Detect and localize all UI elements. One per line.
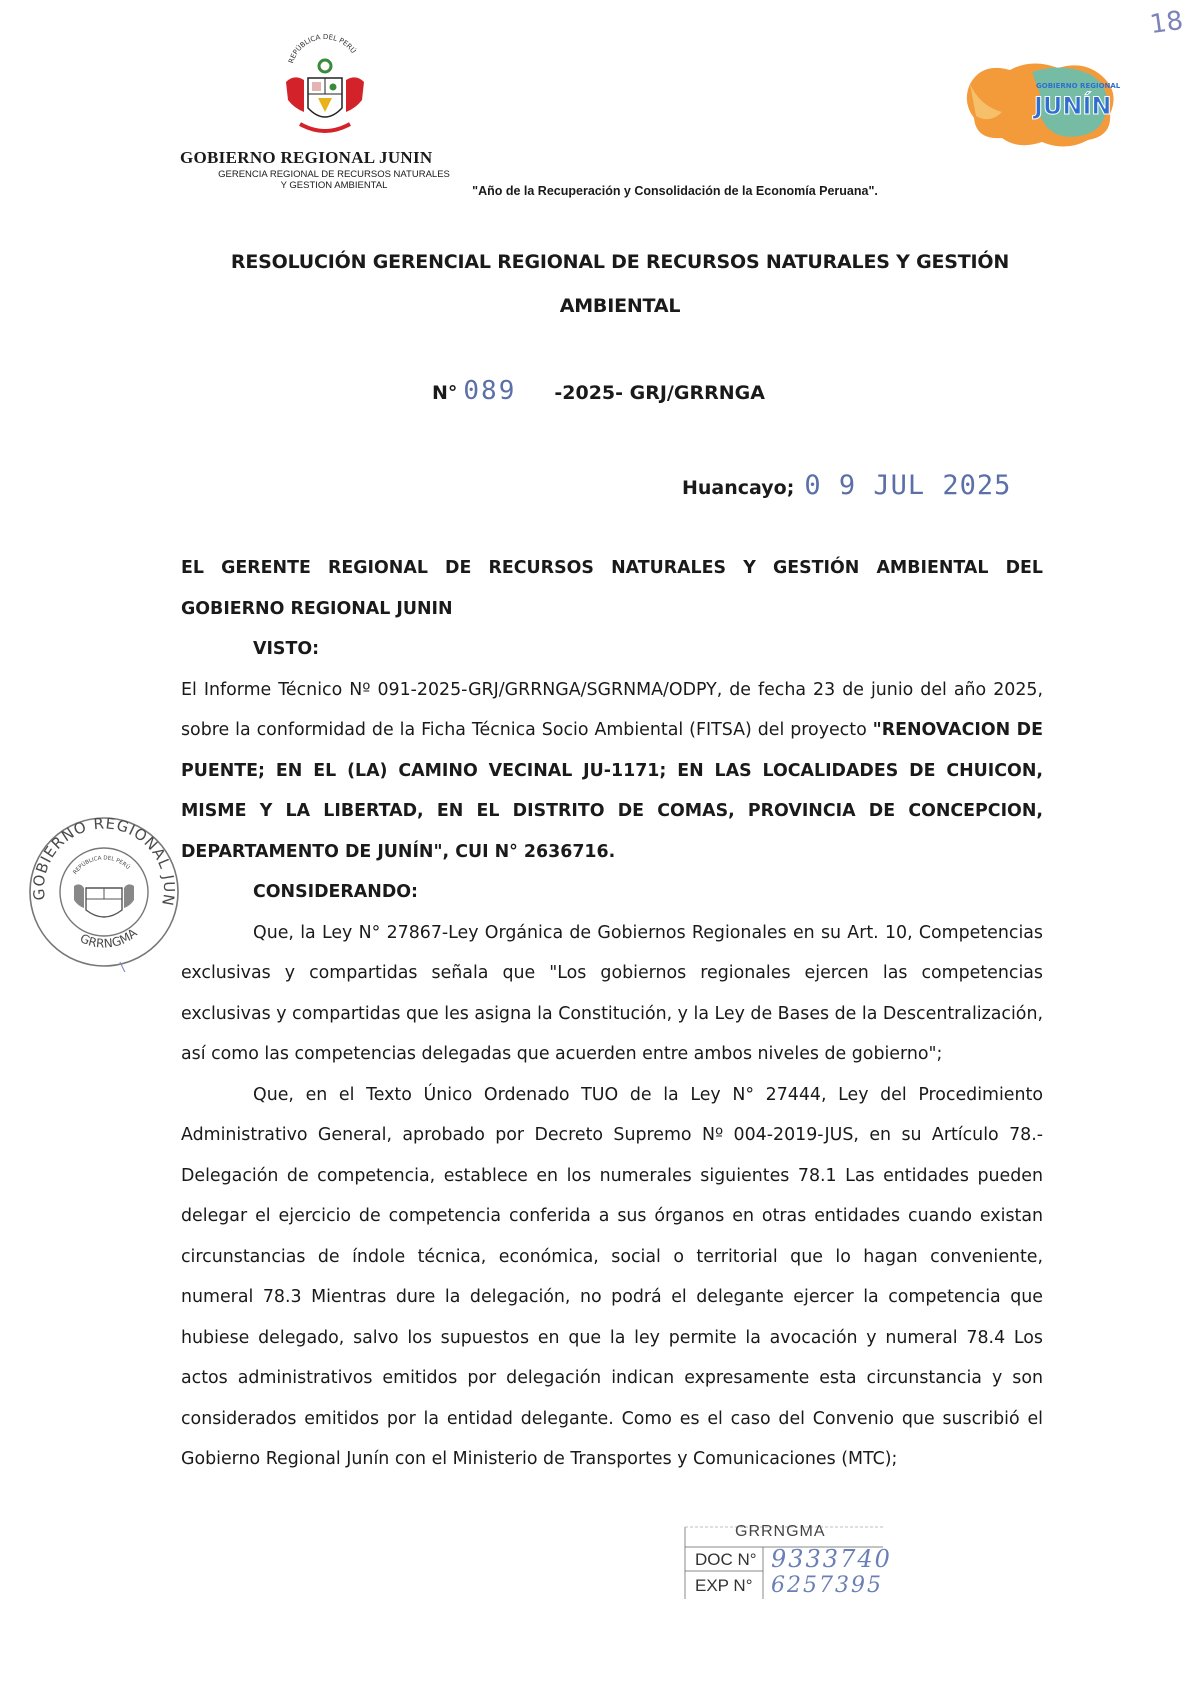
visto-text: El Informe Técnico Nº 091-2025-GRJ/GRRNGA/SGRNMA/ODPY, de fecha 23 de junio del año 2025, sobre la conformidad de la Ficha Técnica Socio Ambiental (FITSA) del proyecto	[181, 679, 1043, 740]
title-line2: AMBIENTAL	[559, 295, 681, 317]
year-motto: "Año de la Recuperación y Consolidación de la Economía Peruana".	[472, 184, 878, 198]
considerando-heading: CONSIDERANDO:	[253, 882, 418, 902]
svg-text:GRRNGMA	[78, 925, 140, 950]
document-body	[181, 548, 1043, 1480]
issue-date	[682, 470, 1011, 501]
seal-inner-text: REPÚBLICA DEL PERÚ	[72, 855, 131, 876]
exp-number-value: 6257395	[771, 1573, 883, 1598]
exp-number-label: EXP N°	[695, 1576, 753, 1595]
svg-text:REPÚBLICA DEL PERÚ	[73, 855, 132, 875]
date-stamp: 0 9 JUL 2025	[804, 470, 1012, 501]
seal-outer-text: GOBIERNO REGIONAL JUN	[29, 814, 179, 908]
organization-subtitle-line2: Y GESTION AMBIENTAL	[280, 180, 388, 191]
official-seal-stamp	[24, 812, 184, 972]
visto-project-name: "RENOVACION DE PUENTE; EN EL (LA) CAMINO VECINAL JU-1171; EN LAS LOCALIDADES DE CHUICON, MISME Y LA LIBERTAD, EN EL DISTRITO DE COMAS, PROVINCIA DE CONCEPCION, DEPARTAMENTO DE JUNÍN", CUI N° 2636716.	[181, 720, 1043, 862]
resolution-suffix: -2025- GRJ/GRRNGA	[554, 382, 765, 404]
page-number-mark: 18	[1148, 5, 1186, 41]
visto-heading: VISTO:	[253, 639, 320, 659]
junin-logo	[962, 54, 1122, 154]
coat-of-arms-icon	[280, 34, 370, 144]
resolution-number	[432, 376, 765, 406]
organization-subtitle-line1: GERENCIA REGIONAL DE RECURSOS NATURALES	[218, 169, 450, 180]
considerando-paragraph-1: Que, la Ley N° 27867-Ley Orgánica de Gobiernos Regionales en su Art. 10, Competencias exclusivas y compartidas señala que "Los gobiernos regionales ejercen las competencias exclusivas y compartidas que les asigna la Constitución, y la Ley de Bases de la Descentralización, así como las competencias delegadas que acuerden entre ambos niveles de gobierno";	[181, 922, 1043, 1064]
shield-text: REPÚBLICA DEL PERÚ	[287, 34, 358, 65]
resolution-number-stamp: 089	[463, 376, 517, 406]
logo-small-text: GOBIERNO REGIONAL	[1036, 82, 1121, 90]
considerando-paragraph-2: Que, en el Texto Único Ordenado TUO de la Ley N° 27444, Ley del Procedimiento Administrativo General, aprobado por Decreto Supremo Nº 004-2019-JUS, en su Artículo 78.- Delegación de competencia, establece en los numerales siguientes 78.1 Las entidades pueden delegar el ejercicio de competencia conferida a sus órganos en otras entidades cuando existan circunstancias de índole técnica, económica, social o territorial que lo hagan conveniente, numeral 78.3 Mientras dure la delegación, no podrá el delegante ejercer la competencia que hubiese delegado, salvo los supuestos en que la ley permite la avocación y numeral 78.4 Los actos administrativos emitidos por delegación indican expresamente esta circunstancia y son considerados emitidos por la entidad delegante. Como es el caso del Convenio que suscribió el Gobierno Regional Junín con el Ministerio de Transportes y Comunicaciones (MTC);	[181, 1084, 1043, 1469]
visto-paragraph	[181, 670, 1043, 873]
registry-stamp	[683, 1523, 923, 1601]
resolution-prefix: N°	[432, 382, 458, 404]
doc-number-value: 9333740	[771, 1545, 892, 1573]
doc-number-label: DOC N°	[695, 1550, 757, 1569]
registry-header: GRRNGMA	[735, 1523, 826, 1540]
seal-bottom-text: GRRNGMA	[77, 925, 140, 951]
logo-name: JUNÍN	[1034, 92, 1112, 120]
document-title	[180, 240, 1060, 328]
organization-name: GOBIERNO REGIONAL JUNIN	[180, 148, 433, 167]
intro-heading: EL GERENTE REGIONAL DE RECURSOS NATURALES Y GESTIÓN AMBIENTAL DEL GOBIERNO REGIONAL JUNIN	[181, 558, 1043, 619]
title-line1: RESOLUCIÓN GERENCIAL REGIONAL DE RECURSOS NATURALES Y GESTIÓN	[230, 251, 1010, 273]
date-place: Huancayo;	[682, 477, 795, 499]
